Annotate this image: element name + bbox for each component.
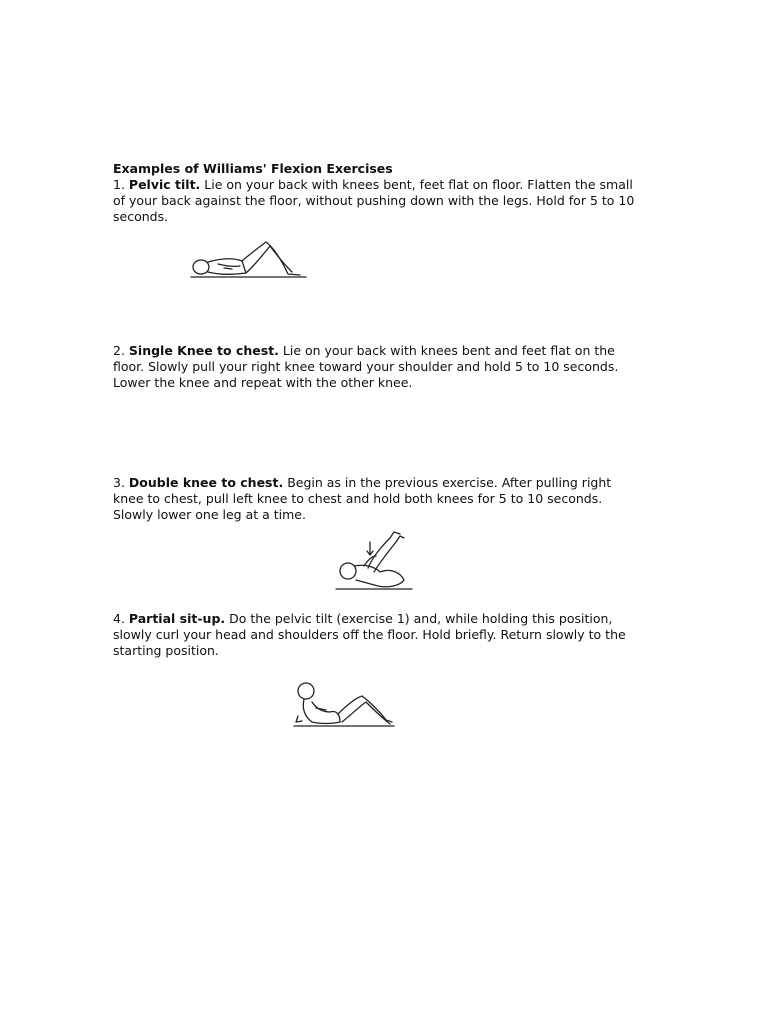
exercise-1-name: Pelvic tilt. (128, 177, 201, 192)
exercise-1-paragraph (113, 177, 658, 225)
exercise-3-text: Begin as in the previous exercise. After pulling right knee to chest, pull left knee to chest and hold both knees for 5 to 10 seconds. Slowly lower one leg at a time. (113, 475, 612, 522)
exercise-4-paragraph (113, 611, 658, 659)
double-knee-to-chest-illustration (334, 528, 414, 594)
exercise-1-number: 1. (113, 177, 129, 192)
exercise-4-number: 4. (113, 611, 129, 626)
exercise-2-text: Lie on your back with knees bent and feet flat on the floor. Slowly pull your right knee toward your shoulder and hold 5 to 10 seconds. Lower the knee and repeat with the other knee. (113, 343, 619, 390)
partial-sit-up-illustration (290, 678, 398, 730)
exercise-3-number: 3. (113, 475, 129, 490)
pelvic-tilt-illustration (188, 236, 310, 282)
exercise-1-text: Lie on your back with knees bent, feet flat on floor. Flatten the small of your back against the floor, without pushing down with the legs. Hold for 5 to 10 seconds. (113, 177, 635, 224)
exercise-2-name: Single Knee to chest. (128, 343, 279, 358)
exercise-2-paragraph (113, 343, 658, 391)
exercise-3-paragraph (113, 475, 658, 523)
exercise-3-name: Double knee to chest. (128, 475, 284, 490)
document-title: Examples of Williams' Flexion Exercises (113, 161, 393, 176)
exercise-2-number: 2. (113, 343, 129, 358)
exercise-4-name: Partial sit-up. (128, 611, 226, 626)
exercise-4-text: Do the pelvic tilt (exercise 1) and, while holding this position, slowly curl your head and shoulders off the floor. Hold briefly. Return slowly to the starting position. (113, 611, 626, 658)
